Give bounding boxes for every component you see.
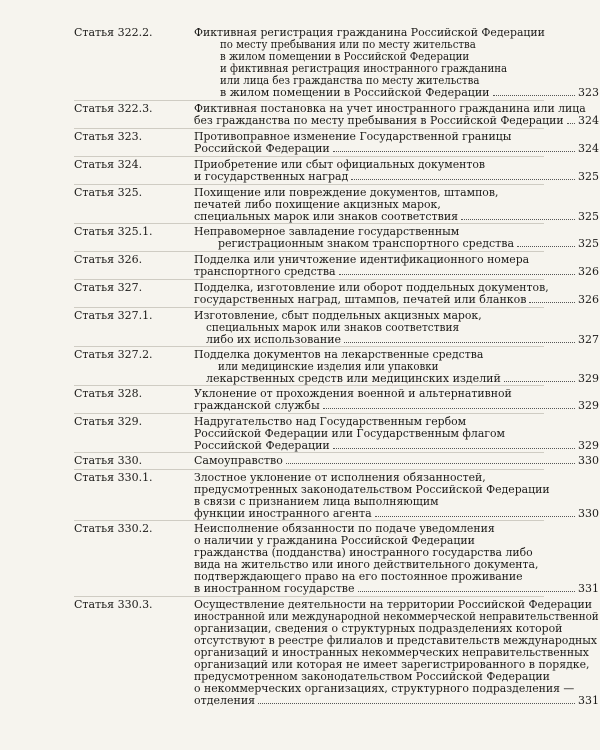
- toc-entry[interactable]: [74, 26, 599, 99]
- title-line-last: [194, 266, 599, 278]
- title-line: Российской Федерации: [194, 142, 330, 155]
- page-number: 325: [578, 237, 599, 250]
- title-line: лекарственных средств или медицинских изделий: [206, 372, 501, 385]
- dot-leader: [286, 463, 575, 464]
- title-line: Фиктивная постановка на учет иностранного гражданина или лица: [194, 102, 586, 115]
- title-line: Приобретение или сбыт официальных документов: [194, 158, 486, 171]
- article-title: [194, 131, 600, 155]
- article-label: Статья 330.: [74, 454, 143, 467]
- article-title: [194, 455, 600, 467]
- article-title: [194, 254, 600, 278]
- page-number: 325: [578, 170, 599, 183]
- title-line: организаций или которая не имеет зарегистрированного в порядке,: [194, 658, 590, 671]
- dot-leader: [567, 123, 575, 124]
- title-line-last: [218, 238, 599, 250]
- title-line-last: [194, 211, 599, 223]
- title-line: транспортного средства: [194, 265, 336, 278]
- title-line: Осуществление деятельности на территории Российской Федерации: [194, 598, 592, 611]
- dot-leader: [344, 342, 575, 343]
- page-number: 331: [578, 582, 599, 595]
- page-number: 330: [578, 507, 599, 520]
- toc-entry[interactable]: [74, 598, 599, 707]
- article-title: [194, 523, 600, 595]
- article-label: Статья 325.: [74, 186, 143, 199]
- title-line-last: [194, 583, 599, 595]
- toc-entry[interactable]: [74, 522, 599, 595]
- article-title: [194, 226, 600, 250]
- title-line: иностранной или международной некоммерческой неправительственной: [194, 610, 599, 623]
- article-label: Статья 328.: [74, 387, 143, 400]
- toc-entry[interactable]: [74, 471, 599, 520]
- title-line: без гражданства по месту пребывания в Российской Федерации: [194, 114, 564, 127]
- toc-entry[interactable]: [74, 415, 599, 452]
- title-line: функции иностранного агента: [194, 507, 372, 520]
- page-number: 326: [578, 265, 599, 278]
- dot-leader: [358, 591, 576, 592]
- divider: [74, 100, 544, 101]
- divider: [74, 251, 544, 252]
- title-line: Подделка документов на лекарственные средства: [194, 348, 484, 361]
- title-line-last: [194, 508, 599, 520]
- title-line: Фиктивная регистрация гражданина Российской Федерации: [194, 26, 545, 39]
- divider: [74, 452, 544, 453]
- article-title: [194, 599, 600, 707]
- page-number: 329: [578, 439, 599, 452]
- title-line-last: [194, 294, 599, 306]
- title-line: в связи с признанием лица выполняющим: [194, 495, 439, 508]
- article-label: Статья 329.: [74, 415, 143, 428]
- title-line: или лица без гражданства по месту жительства: [220, 74, 480, 87]
- title-line: Российской Федерации: [194, 439, 330, 452]
- title-line: и фиктивная регистрация иностранного гражданина: [220, 62, 508, 75]
- title-line: в иностранном государстве: [194, 582, 355, 595]
- title-line: Подделка, изготовление или оборот поддельных документов,: [194, 281, 549, 294]
- article-title: [194, 388, 600, 412]
- article-label: Статья 322.3.: [74, 102, 153, 115]
- article-title: [194, 103, 600, 127]
- title-line: специальных марок или знаков соответствия: [206, 321, 460, 334]
- title-line: регистрационным знаком транспортного средства: [218, 237, 515, 250]
- title-line-last: [194, 695, 599, 707]
- toc-entry[interactable]: [74, 253, 599, 278]
- title-line: подтверждающего право на его постоянное проживание: [194, 570, 523, 583]
- article-label: Статья 330.2.: [74, 522, 153, 535]
- title-line-last: [194, 143, 599, 155]
- article-title: [194, 472, 600, 520]
- title-line: либо их использование: [206, 333, 342, 346]
- article-title: [194, 310, 600, 346]
- article-title: [194, 159, 600, 183]
- title-line: Неисполнение обязанности по подаче уведомления: [194, 522, 495, 535]
- title-line-last: [194, 400, 599, 412]
- dot-leader: [375, 516, 575, 517]
- title-line: отделения: [194, 694, 256, 707]
- divider: [74, 128, 544, 129]
- title-line: в жилом помещении в Российской Федерации: [220, 86, 490, 99]
- dot-leader: [258, 703, 575, 704]
- title-line-last: [194, 115, 599, 127]
- title-line: вида на жительство или иного действительного документа,: [194, 558, 539, 571]
- page-number: 329: [578, 372, 599, 385]
- divider: [74, 596, 544, 597]
- page-number: 324: [578, 142, 599, 155]
- toc-entry[interactable]: [74, 387, 599, 412]
- title-line-last: [206, 373, 599, 385]
- title-line: Уклонение от прохождения военной и альтернативной: [194, 387, 512, 400]
- title-line-last: [206, 334, 599, 346]
- title-line-last: [194, 455, 599, 467]
- dot-leader: [351, 179, 575, 180]
- toc-entry[interactable]: [74, 102, 599, 127]
- title-line: отсутствуют в реестре филиалов и представительств международных: [194, 634, 598, 647]
- title-line: предусмотренном законодательством Российской Федерации: [194, 670, 550, 683]
- dot-leader: [339, 274, 575, 275]
- page-number: 323: [578, 86, 599, 99]
- divider: [74, 385, 544, 386]
- title-line: организации, сведения о структурных подразделениях которой: [194, 622, 563, 635]
- title-line: и государственных наград: [194, 170, 349, 183]
- toc-entry[interactable]: [74, 130, 599, 155]
- title-line: печатей либо похищение акцизных марок,: [194, 198, 441, 211]
- dot-leader: [517, 246, 575, 247]
- dot-leader: [323, 408, 575, 409]
- divider: [74, 469, 544, 470]
- divider: [74, 413, 544, 414]
- title-line: специальных марок или знаков соответствия: [194, 210, 459, 223]
- title-line-last: [194, 171, 599, 183]
- title-line: Самоуправство: [194, 454, 283, 467]
- divider: [74, 156, 544, 157]
- article-label: Статья 322.2.: [74, 26, 153, 39]
- dot-leader: [333, 448, 575, 449]
- page-number: 329: [578, 399, 599, 412]
- page-number: 327: [578, 333, 599, 346]
- dot-leader: [529, 302, 575, 303]
- title-line: в жилом помещении в Российской Федерации: [220, 50, 470, 63]
- title-line: Надругательство над Государственным гербом: [194, 415, 467, 428]
- toc-entry[interactable]: [74, 348, 599, 385]
- article-label: Статья 330.1.: [74, 471, 153, 484]
- dot-leader: [333, 151, 575, 152]
- title-line: или медицинские изделия или упаковки: [218, 360, 439, 373]
- page-number: 324: [578, 114, 599, 127]
- title-line: Злостное уклонение от исполнения обязанностей,: [194, 471, 486, 484]
- toc-entry[interactable]: [74, 186, 599, 223]
- page-number: 331: [578, 694, 599, 707]
- dot-leader: [493, 95, 576, 96]
- article-title: [194, 27, 600, 99]
- title-line: предусмотренных законодательством Российской Федерации: [194, 483, 550, 496]
- title-line: государственных наград, штампов, печатей или бланков: [194, 293, 527, 306]
- title-line: о наличии у гражданина Российской Федерации: [194, 534, 475, 547]
- article-title: [194, 282, 600, 306]
- title-line: Похищение или повреждение документов, штампов,: [194, 186, 499, 199]
- toc-entry[interactable]: [74, 225, 599, 250]
- title-line: организаций и иностранных некоммерческих неправительственных: [194, 646, 589, 659]
- title-line: Российской Федерации или Государственным флагом: [194, 427, 505, 440]
- title-line: гражданства (подданства) иностранного государства либо: [194, 546, 533, 559]
- divider: [74, 223, 544, 224]
- title-line: Противоправное изменение Государственной границы: [194, 130, 512, 143]
- toc-entry[interactable]: [74, 281, 599, 306]
- page-number: 326: [578, 293, 599, 306]
- article-label: Статья 330.3.: [74, 598, 153, 611]
- toc-entry[interactable]: [74, 309, 599, 346]
- article-title: [194, 349, 600, 385]
- title-line: по месту пребывания или по месту жительства: [220, 38, 476, 51]
- article-label: Статья 327.2.: [74, 348, 153, 361]
- divider: [74, 184, 544, 185]
- divider: [74, 307, 544, 308]
- title-line-last: [194, 440, 599, 452]
- article-label: Статья 324.: [74, 158, 143, 171]
- article-title: [194, 416, 600, 452]
- dot-leader: [504, 381, 575, 382]
- article-title: [194, 187, 600, 223]
- title-line: Неправомерное завладение государственным: [194, 225, 460, 238]
- page-number: 330: [578, 454, 599, 467]
- title-line: гражданской службы: [194, 399, 320, 412]
- divider: [74, 346, 544, 347]
- article-label: Статья 326.: [74, 253, 143, 266]
- divider: [74, 279, 544, 280]
- title-line: Подделка или уничтожение идентификационного номера: [194, 253, 530, 266]
- article-label: Статья 325.1.: [74, 225, 153, 238]
- dot-leader: [461, 219, 575, 220]
- article-label: Статья 327.1.: [74, 309, 153, 322]
- title-line-last: [220, 87, 599, 99]
- divider: [74, 520, 544, 521]
- toc-entry[interactable]: [74, 158, 599, 183]
- toc-entry[interactable]: [74, 454, 599, 467]
- article-label: Статья 323.: [74, 130, 143, 143]
- title-line: Изготовление, сбыт поддельных акцизных марок,: [194, 309, 482, 322]
- article-label: Статья 327.: [74, 281, 143, 294]
- title-line: о некоммерческих организациях, структурного подразделения —: [194, 682, 575, 695]
- page-number: 325: [578, 210, 599, 223]
